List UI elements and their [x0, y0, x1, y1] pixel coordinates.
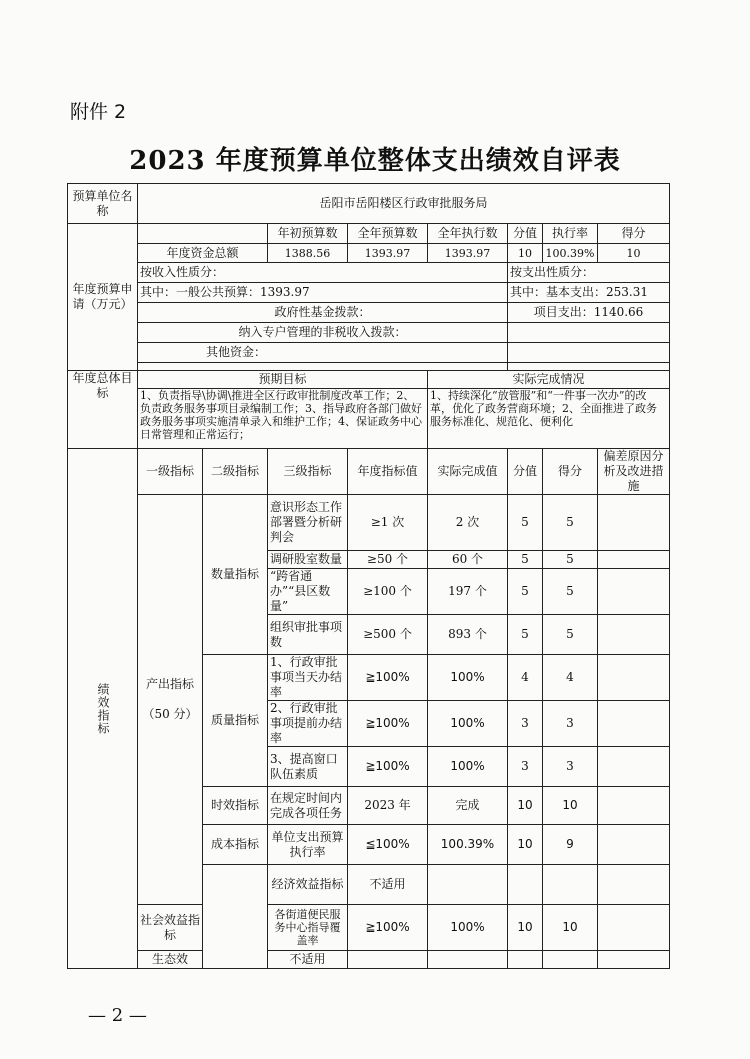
col-annual-budget: 全年预算数	[348, 224, 428, 244]
goals-label-cell: 年度总体目标	[68, 371, 138, 449]
ecological-group: 生态效	[138, 951, 203, 969]
hdr-level2: 二级指标	[203, 449, 268, 495]
total-rate: 100.39%	[543, 244, 598, 263]
row-name: 不适用	[268, 951, 348, 969]
page-number: — 2 —	[88, 1005, 147, 1026]
hdr-level1: 一级指标	[138, 449, 203, 495]
total-initial: 1388.56	[268, 244, 348, 263]
expected-goals-text: 1、负责指导\协调\推进全区行政审批制度改革工作；2、负责政务服务事项目录编制工作；3、指导政府各部门做好政务服务事项实施清单录入和维护工作；4、保证政务中心日常管理和正常运行；	[138, 389, 428, 449]
row-target: ≥100 个	[348, 569, 428, 615]
col-executed: 全年执行数	[428, 224, 508, 244]
quality-group: 质量指标	[203, 655, 268, 787]
project-expense: 项目支出：1140.66	[508, 303, 670, 323]
row-deviation	[598, 701, 670, 747]
row-score: 5	[543, 495, 598, 551]
hdr-actual: 实际完成值	[428, 449, 508, 495]
total-score: 10	[598, 244, 670, 263]
row-value: 10	[508, 787, 543, 825]
output-label: 产出指标	[145, 677, 194, 691]
row-value: 4	[508, 655, 543, 701]
row-score: 9	[543, 825, 598, 865]
row-actual	[508, 865, 543, 905]
blank-cell	[138, 363, 508, 371]
col-score: 得分	[598, 224, 670, 244]
other-funds: 其他资金：	[138, 343, 508, 363]
blank-cell	[508, 343, 670, 363]
row-name: 不适用	[348, 865, 428, 905]
page-title: 2023 年度预算单位整体支出绩效自评表	[129, 146, 621, 176]
hdr-score: 得分	[543, 449, 598, 495]
row-actual: 893 个	[428, 615, 508, 655]
row-value	[508, 951, 543, 969]
row-name: 意识形态工作部署暨分析研判会	[268, 495, 348, 551]
output-points: （50 分）	[142, 707, 198, 721]
total-score-value: 10	[508, 244, 543, 263]
row-name: 2、行政审批事项提前办结率	[268, 701, 348, 747]
budget-blank-cell	[138, 224, 268, 244]
evaluation-table	[67, 183, 670, 969]
row-value: 5	[508, 551, 543, 569]
row-actual: 2 次	[428, 495, 508, 551]
row-value: 3	[508, 747, 543, 787]
hdr-level3: 三级指标	[268, 449, 348, 495]
row-score: 5	[543, 569, 598, 615]
row-target: 2023 年	[348, 787, 428, 825]
row-name: “跨省通办”“县区数量”	[268, 569, 348, 615]
row-actual: 60 个	[428, 551, 508, 569]
total-executed: 1393.97	[428, 244, 508, 263]
row-name: 组织审批事项数	[268, 615, 348, 655]
row-target: ≥1 次	[348, 495, 428, 551]
row-name: 在规定时间内完成各项任务	[268, 787, 348, 825]
attachment-label: 附件 2	[70, 101, 127, 123]
row-target: ≧100%	[348, 655, 428, 701]
row-target: ≧100%	[348, 701, 428, 747]
hdr-value: 分值	[508, 449, 543, 495]
total-annual: 1393.97	[348, 244, 428, 263]
row-deviation	[598, 655, 670, 701]
row-name: 调研股室数量	[268, 551, 348, 569]
row-target: ≥50 个	[348, 551, 428, 569]
row-target: ≦100%	[348, 825, 428, 865]
row-value: 10	[508, 825, 543, 865]
blank-cell	[508, 363, 670, 371]
basic-expense: 其中：基本支出：253.31	[508, 283, 670, 303]
by-expense-label: 按支出性质分：	[508, 263, 670, 283]
row-actual: 100%	[428, 701, 508, 747]
row-score: 3	[543, 701, 598, 747]
nontax-income: 纳入专户管理的非税收入拨款：	[138, 323, 508, 343]
row-score: 5	[543, 551, 598, 569]
row-name: 各街道便民服务中心指导覆盖率	[268, 905, 348, 951]
row-score: 3	[543, 747, 598, 787]
row-value: 5	[508, 569, 543, 615]
row-target	[348, 951, 428, 969]
row-target: ≧100%	[348, 747, 428, 787]
row-actual	[428, 951, 508, 969]
quantity-group: 数量指标	[203, 495, 268, 655]
row-score: 4	[543, 655, 598, 701]
unit-name-cell: 岳阳市岳阳楼区行政审批服务局	[138, 184, 670, 224]
row-score: 10	[543, 787, 598, 825]
row-actual: 100%	[428, 747, 508, 787]
row-deviation	[598, 495, 670, 551]
row-deviation	[598, 747, 670, 787]
cost-group: 成本指标	[203, 825, 268, 865]
row-name: 3、提高窗口队伍素质	[268, 747, 348, 787]
perf-label-cell	[68, 449, 138, 969]
row-value	[543, 865, 598, 905]
col-score-value: 分值	[508, 224, 543, 244]
output-cell	[138, 495, 203, 905]
row-deviation	[598, 615, 670, 655]
time-group: 时效指标	[203, 787, 268, 825]
row-deviation	[598, 905, 670, 951]
row-name: 单位支出预算执行率	[268, 825, 348, 865]
row-deviation	[598, 951, 670, 969]
row-deviation	[598, 569, 670, 615]
row-value: 10	[508, 905, 543, 951]
row-deviation	[598, 551, 670, 569]
hdr-target: 年度指标值	[348, 449, 428, 495]
actual-header: 实际完成情况	[428, 371, 670, 389]
row-actual: 100.39%	[428, 825, 508, 865]
row-actual: 100%	[428, 905, 508, 951]
row-name: 1、行政审批事项当天办结率	[268, 655, 348, 701]
row-value: 5	[508, 495, 543, 551]
by-source-label: 按收入性质分：	[138, 263, 508, 283]
economic-group: 经济效益指标	[268, 865, 348, 905]
col-initial-budget: 年初预算数	[268, 224, 348, 244]
row-actual: 100%	[428, 655, 508, 701]
gov-fund: 政府性基金拨款：	[138, 303, 508, 323]
row-score: 10	[543, 905, 598, 951]
unit-label-cell: 预算单位名称	[68, 184, 138, 224]
actual-goals-text: 1、持续深化“放管服”和“一件事一次办”的改革，优化了政务营商环境；2、全面推进了政务服务标准化、规范化、便利化	[428, 389, 670, 449]
total-funds-label: 年度资金总额	[138, 244, 268, 263]
hdr-deviation: 偏差原因分析及改进措施	[598, 449, 670, 495]
general-budget: 其中：一般公共预算：1393.97	[138, 283, 508, 303]
row-target	[428, 865, 508, 905]
row-score: 5	[543, 615, 598, 655]
row-value: 3	[508, 701, 543, 747]
row-actual: 完成	[428, 787, 508, 825]
row-score	[598, 865, 670, 905]
social-group: 社会效益指标	[138, 905, 203, 951]
row-deviation	[598, 825, 670, 865]
row-actual: 197 个	[428, 569, 508, 615]
row-deviation	[598, 787, 670, 825]
effect-level1-cell	[203, 865, 268, 969]
row-target: ≧100%	[348, 905, 428, 951]
row-value: 5	[508, 615, 543, 655]
row-score	[543, 951, 598, 969]
budget-label-cell: 年度预算申请（万元）	[68, 224, 138, 371]
expected-header: 预期目标	[138, 371, 428, 389]
col-exec-rate: 执行率	[543, 224, 598, 244]
blank-cell	[508, 323, 670, 343]
row-target: ≥500 个	[348, 615, 428, 655]
perf-label: 绩效指标	[96, 682, 110, 735]
